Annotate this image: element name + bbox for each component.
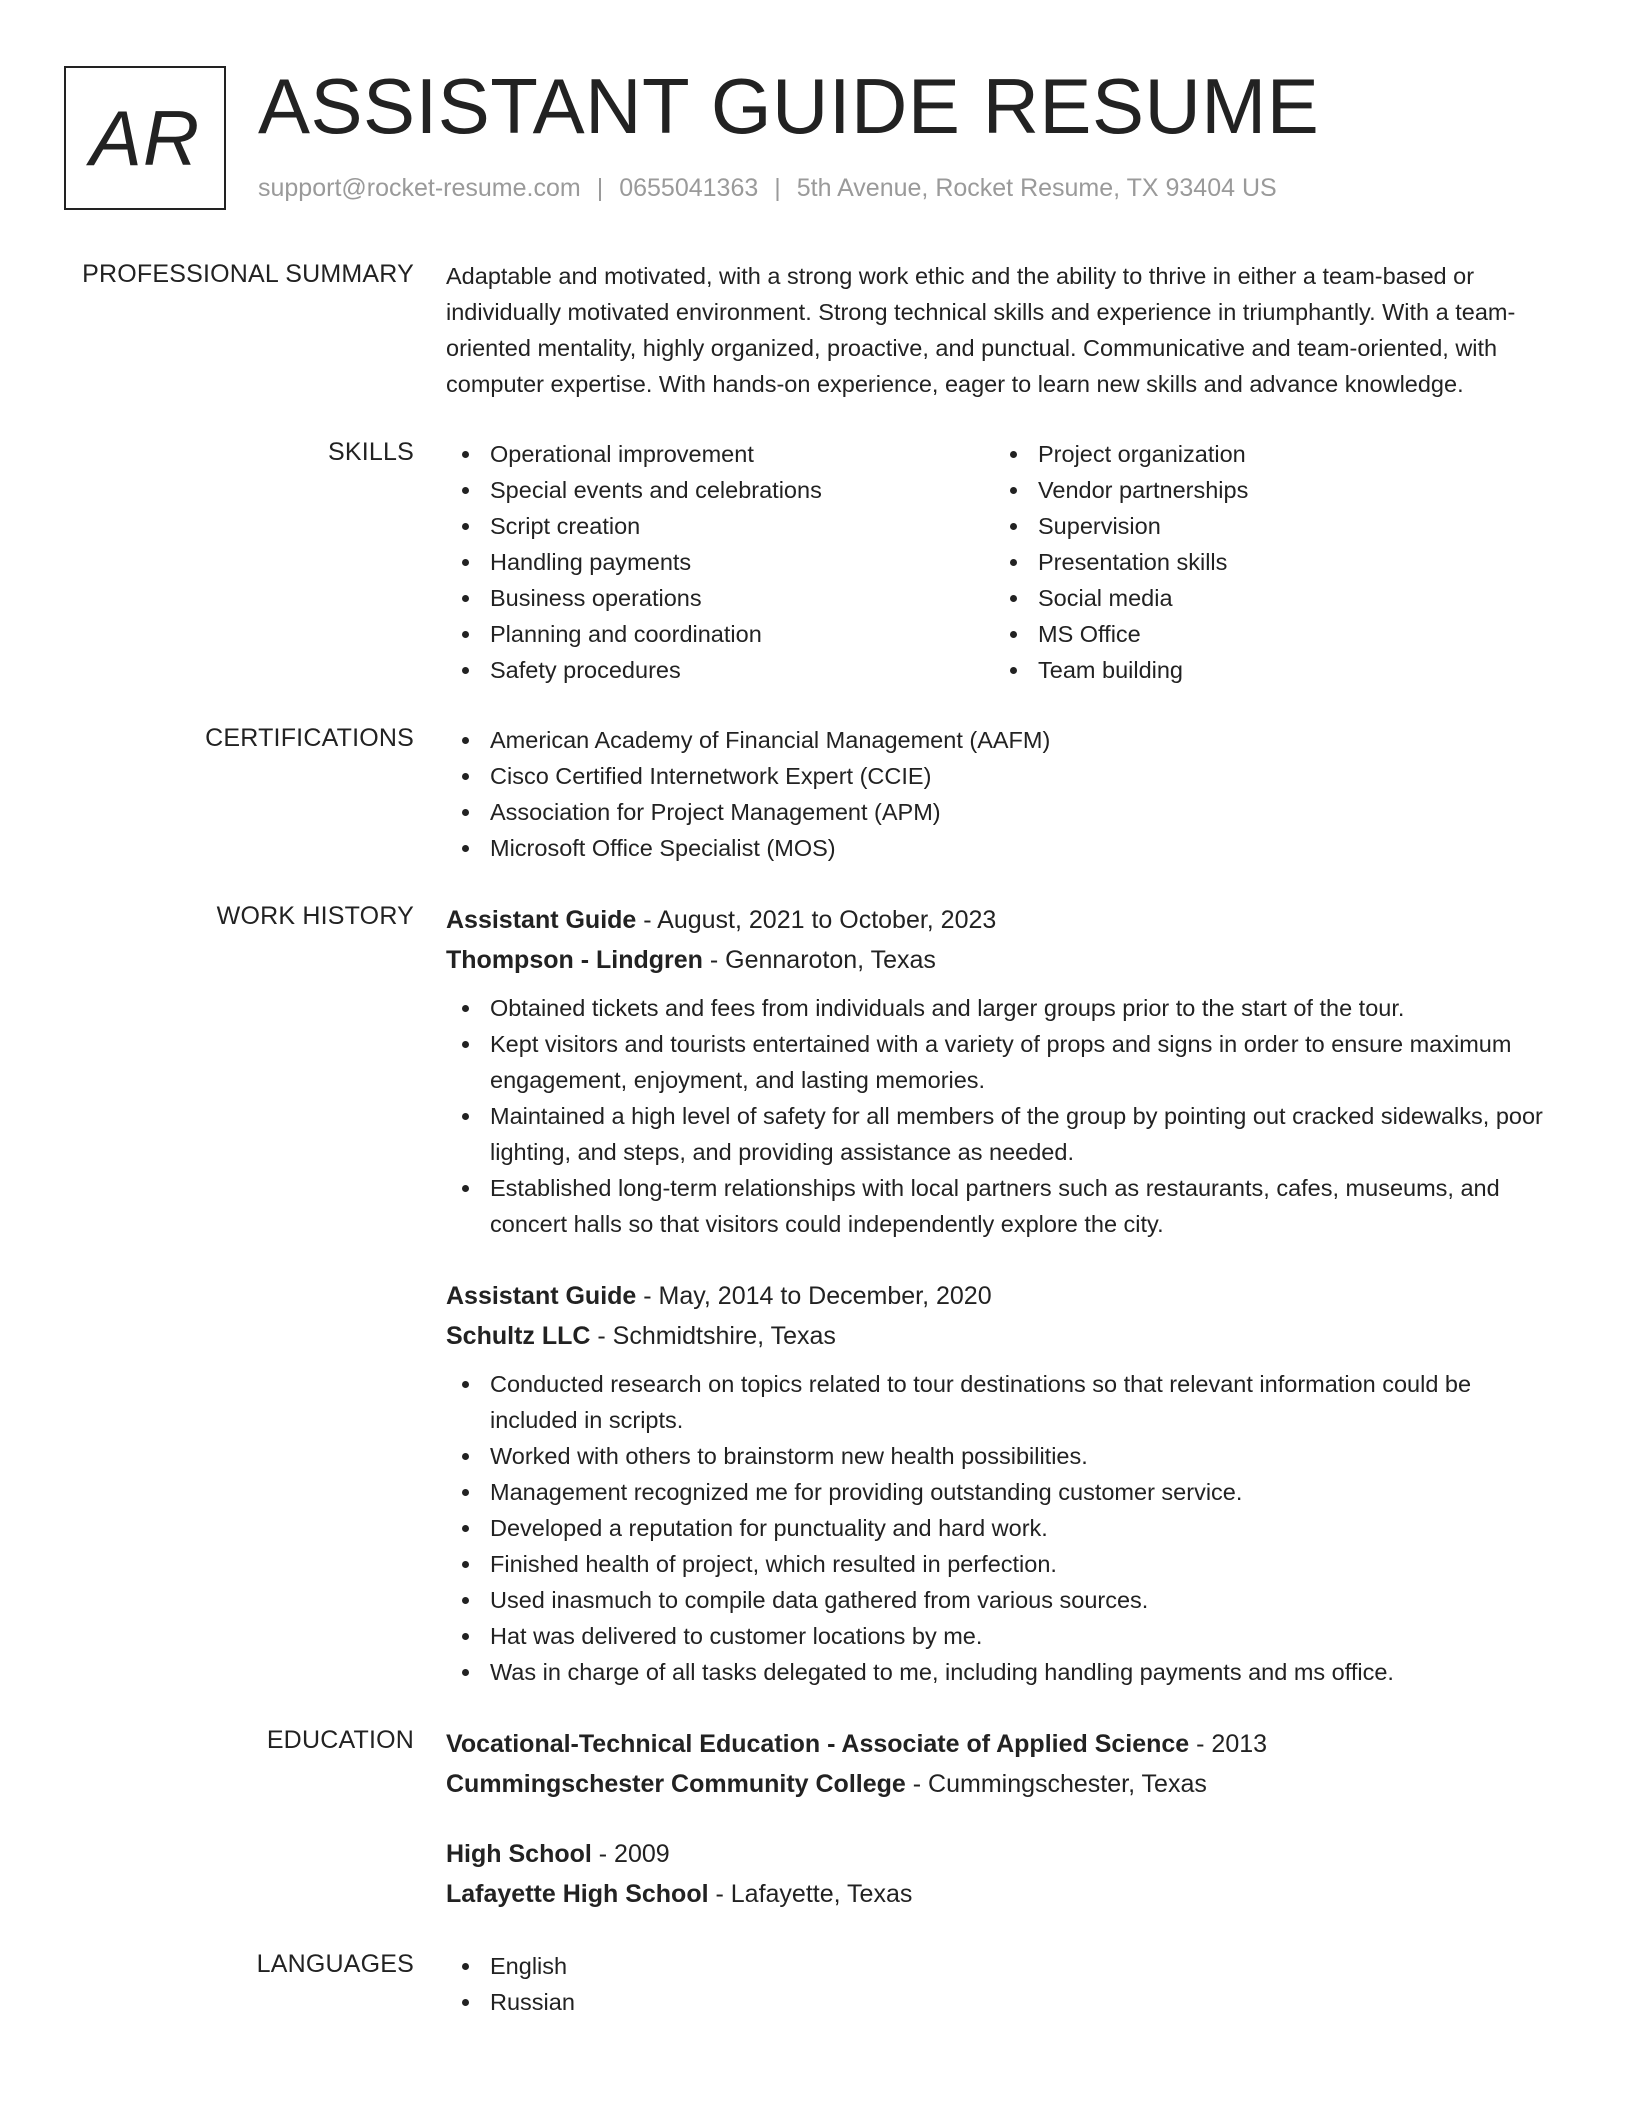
language-item: English — [446, 1948, 1556, 1984]
section-label-languages: LANGUAGES — [256, 1950, 414, 1978]
resume-body — [0, 258, 1632, 2054]
section-label-education: EDUCATION — [266, 1726, 414, 1754]
section-label-certifications: CERTIFICATIONS — [205, 724, 414, 752]
certification-item: Cisco Certified Internetwork Expert (CCIE) — [446, 758, 1556, 794]
skill-item: Presentation skills — [994, 544, 1542, 580]
contact-separator: | — [596, 174, 604, 202]
job-bullets — [446, 1366, 1556, 1690]
skill-item: Social media — [994, 580, 1542, 616]
education-location: - Lafayette, Texas — [708, 1880, 913, 1908]
languages-list — [446, 1948, 1556, 2020]
languages-body — [446, 1948, 1556, 2020]
job-bullet: Maintained a high level of safety for all members of the group by pointing out cracked sidewalks, poor lighting, and steps, and providing assistance as needed. — [446, 1098, 1556, 1170]
job-bullet: Worked with others to brainstorm new health possibilities. — [446, 1438, 1556, 1474]
education-school: Lafayette High School — [446, 1880, 709, 1908]
job-title-line — [446, 900, 1556, 940]
education-year: - 2009 — [591, 1840, 670, 1868]
contact-address: 5th Avenue, Rocket Resume, TX 93404 US — [796, 174, 1277, 202]
skill-item: Project organization — [994, 436, 1542, 472]
monogram-logo: AR — [64, 66, 226, 210]
section-summary — [0, 258, 1632, 402]
job-dates: - August, 2021 to October, 2023 — [636, 906, 997, 934]
summary-text: Adaptable and motivated, with a strong work ethic and the ability to thrive in either a team-based or individually motivated environment. Strong technical skills and experience in triumphantly. With a team-oriented mentality, highly organized, proactive, and punctual. Communicative and team-oriented, with computer expertise. With hands-on experience, eager to learn new skills and advance knowledge. — [446, 263, 1516, 397]
skill-item: Supervision — [994, 508, 1542, 544]
job-bullet: Established long-term relationships with local partners such as restaurants, cafes, museums, and concert halls so that visitors could independently explore the city. — [446, 1170, 1556, 1242]
section-languages — [0, 1948, 1632, 2020]
certification-item: Microsoft Office Specialist (MOS) — [446, 830, 1556, 866]
skills-column-left — [446, 436, 994, 688]
skill-item: MS Office — [994, 616, 1542, 652]
certification-item: American Academy of Financial Management (AAFM) — [446, 722, 1556, 758]
section-label-summary: PROFESSIONAL SUMMARY — [82, 260, 414, 288]
skill-item: Special events and celebrations — [446, 472, 994, 508]
skill-item: Script creation — [446, 508, 994, 544]
section-work-history — [0, 900, 1632, 1690]
certifications-body — [446, 722, 1556, 866]
education-degree-line — [446, 1834, 1556, 1874]
section-skills — [0, 436, 1632, 688]
skill-item: Handling payments — [446, 544, 994, 580]
education-degree-line — [446, 1724, 1556, 1764]
certifications-list — [446, 722, 1556, 866]
contact-email: support@rocket-resume.com — [258, 174, 581, 202]
contact-phone: 0655041363 — [619, 174, 759, 202]
education-degree: High School — [446, 1840, 592, 1868]
job-title: Assistant Guide — [446, 906, 637, 934]
education-degree: Vocational-Technical Education - Associate of Applied Science — [446, 1730, 1190, 1758]
skills-grid — [446, 436, 1556, 688]
section-label-work-history: WORK HISTORY — [216, 902, 414, 930]
job-bullet: Conducted research on topics related to tour destinations so that relevant information could be included in scripts. — [446, 1366, 1556, 1438]
job-bullets — [446, 990, 1556, 1242]
education-body — [446, 1724, 1556, 1914]
skill-item: Vendor partnerships — [994, 472, 1542, 508]
job-title-line — [446, 1276, 1556, 1316]
job-bullet: Kept visitors and tourists entertained with a variety of props and signs in order to ensure maximum engagement, enjoyment, and lasting memories. — [446, 1026, 1556, 1098]
certification-item: Association for Project Management (APM) — [446, 794, 1556, 830]
skill-item: Planning and coordination — [446, 616, 994, 652]
job-entry — [446, 1276, 1556, 1690]
education-school-line — [446, 1874, 1556, 1914]
job-company-line — [446, 1316, 1556, 1356]
education-location: - Cummingschester, Texas — [905, 1770, 1207, 1798]
job-location: - Gennaroton, Texas — [702, 946, 936, 974]
job-company-line — [446, 940, 1556, 980]
education-entry — [446, 1834, 1556, 1914]
education-school-line — [446, 1764, 1556, 1804]
section-education — [0, 1724, 1632, 1914]
skill-item: Business operations — [446, 580, 994, 616]
job-bullet: Finished health of project, which resulted in perfection. — [446, 1546, 1556, 1582]
job-location: - Schmidtshire, Texas — [590, 1322, 836, 1350]
language-item: Russian — [446, 1984, 1556, 2020]
job-title: Assistant Guide — [446, 1282, 637, 1310]
job-bullet: Hat was delivered to customer locations by me. — [446, 1618, 1556, 1654]
resume-title: ASSISTANT GUIDE RESUME — [258, 62, 1320, 150]
section-certifications — [0, 722, 1632, 866]
contact-separator: | — [774, 174, 781, 202]
education-entry — [446, 1724, 1556, 1804]
job-bullet: Used inasmuch to compile data gathered from various sources. — [446, 1582, 1556, 1618]
job-bullet: Was in charge of all tasks delegated to me, including handling payments and ms office. — [446, 1654, 1556, 1690]
job-entry — [446, 900, 1556, 1242]
resume-header — [64, 64, 1564, 212]
job-company: Thompson - Lindgren — [446, 946, 703, 974]
job-company: Schultz LLC — [446, 1322, 591, 1350]
job-bullet: Developed a reputation for punctuality and hard work. — [446, 1510, 1556, 1546]
job-dates: - May, 2014 to December, 2020 — [636, 1282, 992, 1310]
work-history-body — [446, 900, 1556, 1690]
skill-item: Team building — [994, 652, 1542, 688]
education-school: Cummingschester Community College — [446, 1770, 906, 1798]
section-label-skills: SKILLS — [328, 438, 414, 466]
job-bullet: Obtained tickets and fees from individuals and larger groups prior to the start of the tour. — [446, 990, 1556, 1026]
education-year: - 2013 — [1189, 1730, 1268, 1758]
skill-item: Safety procedures — [446, 652, 994, 688]
job-bullet: Management recognized me for providing outstanding customer service. — [446, 1474, 1556, 1510]
contact-line — [258, 174, 1277, 203]
skill-item: Operational improvement — [446, 436, 994, 472]
skills-column-right — [994, 436, 1542, 688]
